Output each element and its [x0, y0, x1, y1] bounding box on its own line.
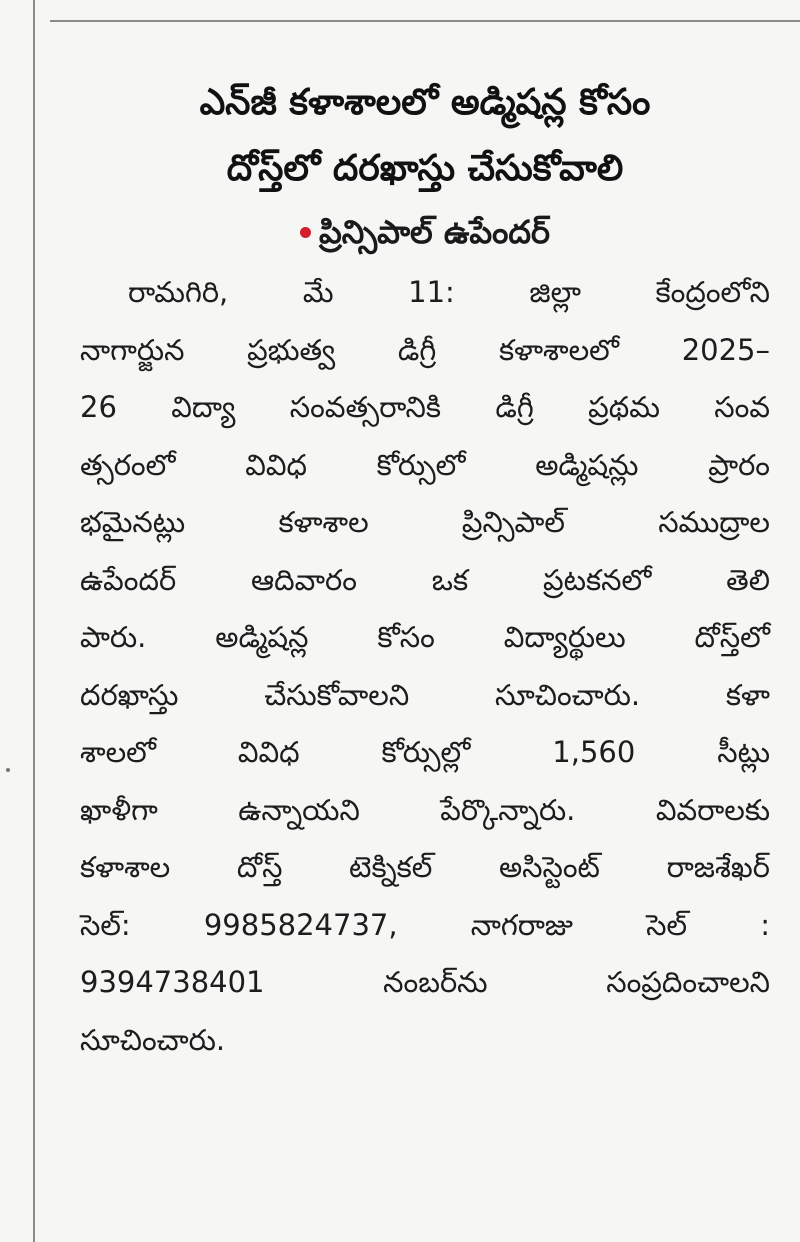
body-line: 26 విద్యా సంవత్సరానికి డిగ్రీ ప్రథమ సంవ: [80, 390, 770, 424]
article-body: [80, 264, 770, 1069]
body-line: రామగిరి, మే 11: జిల్లా కేంద్రంలోని: [128, 275, 770, 309]
headline-line-1: ఎన్‌జీ కళాశాలలో అడ్మిషన్ల కోసం: [199, 82, 651, 123]
body-line: ఖాళీగా ఉన్నాయని పేర్కొన్నారు. వివరాలకు: [80, 792, 770, 827]
column-divider: [33, 0, 35, 1242]
next-article-headline-cut: [150, 1222, 710, 1242]
article-headline: [80, 70, 770, 202]
body-line: కళాశాల దోస్త్ టెక్నికల్ అసిస్టెంట్ రాజశేఖర్: [80, 850, 770, 884]
body-line: త్సరంలో వివిధ కోర్సులో అడ్మిషన్లు ప్రారం: [80, 447, 770, 482]
top-divider: [50, 20, 800, 22]
body-line: పారు. అడ్మిషన్ల కోసం విద్యార్థులు దోస్త్‌లో: [80, 620, 770, 654]
byline-text: ప్రిన్సిపాల్ ఉపేందర్: [319, 213, 550, 251]
headline-line-2: దోస్త్‌లో దరఖాస్తు చేసుకోవాలి: [226, 148, 624, 189]
news-article: [80, 70, 770, 1069]
red-bullet-icon: [300, 227, 311, 238]
body-line: ఉపేందర్ ఆదివారం ఒక ప్రటకనలో తెలి: [80, 562, 770, 597]
body-line: సెల్: 9985824737, నాగరాజు సెల్ :: [80, 907, 770, 942]
body-line: 9394738401 నంబర్‌ను సంప్రదించాలని: [80, 965, 770, 999]
body-line: భమైనట్లు కళాశాల ప్రిన్సిపాల్ సముద్రాల: [80, 505, 770, 539]
article-byline: [80, 204, 770, 260]
body-line: దరఖాస్తు చేసుకోవాలని సూచించారు. కళా: [80, 677, 770, 712]
body-line: సూచించారు.: [80, 1022, 226, 1057]
body-line: నాగార్జున ప్రభుత్వ డిగ్రీ కళాశాలలో 2025–: [80, 332, 770, 367]
margin-speck: [6, 768, 10, 772]
body-line: శాలలో వివిధ కోర్సుల్లో 1,560 సీట్లు: [80, 735, 770, 769]
